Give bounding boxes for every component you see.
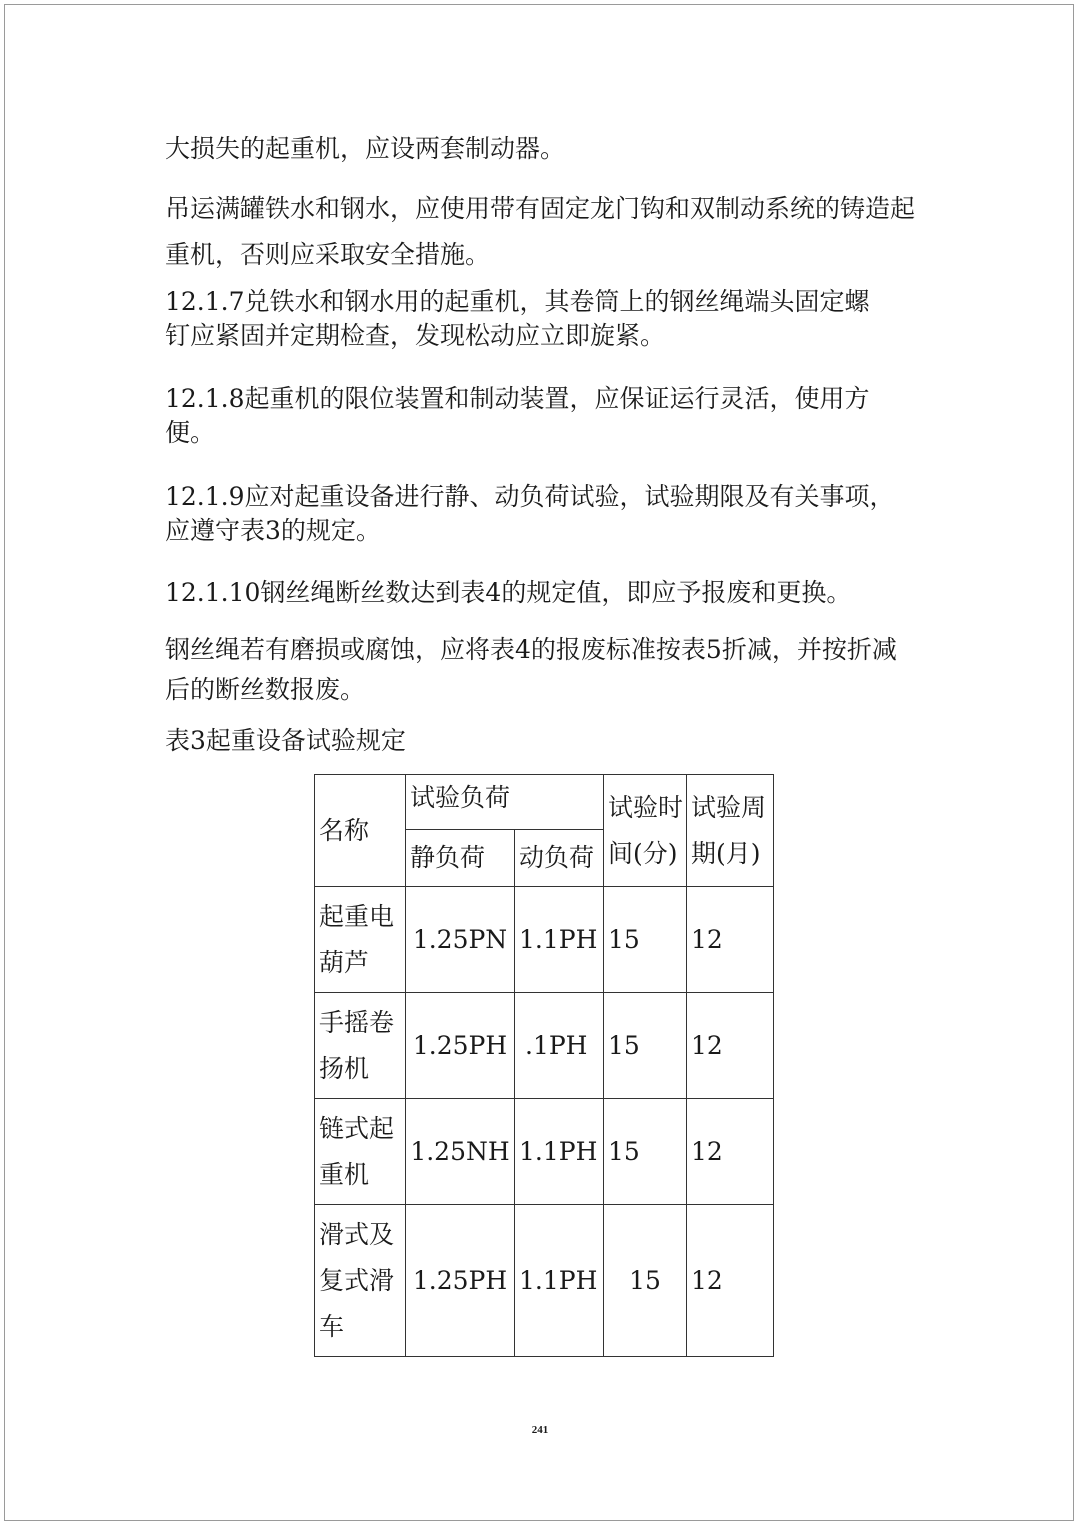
header-dynamic-load [515,830,604,887]
row-name-line: 扬机 [319,1053,370,1083]
table-row [315,1205,774,1357]
paragraph-wire-rope-wear [165,630,925,710]
row-static-load: 1.25NH [406,1099,515,1205]
row-test-period: 12 [687,993,774,1099]
row-test-time: 15 [604,1099,687,1205]
row-name-line: 车 [319,1311,345,1341]
table-row [315,887,774,993]
text-line: 12.1.9应对起重设备进行静、动负荷试验，试验期限及有关事项， [165,482,895,511]
row-name-line: 滑式及 [319,1219,395,1249]
row-test-time: 15 [604,887,687,993]
paragraph-12-1-10 [165,576,925,610]
row-name-line: 链式起 [319,1113,395,1143]
header-test-time-line: 间(分) [608,838,678,868]
paragraph-12-1-7 [165,285,925,353]
text-line: 吊运满罐铁水和钢水，应使用带有固定龙门钩和双制动系统的铸造起 [165,194,916,223]
page-number: 241 [531,1424,549,1436]
row-static-load: 1.25PN [406,887,515,993]
row-name-line: 复式滑 [319,1265,395,1295]
text-line: 应遵守表3的规定。 [165,516,381,545]
row-name [315,1099,406,1205]
row-dynamic-load: .1PH [515,993,604,1099]
text-line: 12.1.10钢丝绳断丝数达到表4的规定值，即应予报废和更换。 [165,578,852,607]
row-static-load: 1.25PH [406,993,515,1099]
header-test-period-line: 期(月) [691,838,761,868]
row-dynamic-load: 1.1PH [515,887,604,993]
table-row [315,993,774,1099]
row-dynamic-load: 1.1PH [515,1099,604,1205]
header-test-load-text: 试验负荷 [410,783,511,812]
row-name [315,1205,406,1357]
header-test-period-line: 试验周 [691,792,767,822]
text-line: 大损失的起重机，应设两套制动器。 [165,134,566,163]
row-name-line: 重机 [319,1159,370,1189]
row-dynamic-load: 1.1PH [515,1205,604,1357]
row-static-load: 1.25PH [406,1205,515,1357]
header-static-load [406,830,515,887]
text-line: 后的断丝数报废。 [165,675,366,704]
paragraph-12-1-8 [165,382,925,450]
table-caption: 表3起重设备试验规定 [165,726,406,755]
text-line: 钉应紧固并定期检查，发现松动应立即旋紧。 [165,321,666,350]
row-test-period: 12 [687,1099,774,1205]
text-line: 12.1.7兑铁水和钢水用的起重机，其卷筒上的钢丝绳端头固定螺 [165,287,870,316]
text-line: 重机，否则应采取安全措施。 [165,240,491,269]
row-name-line: 手摇卷 [319,1007,395,1037]
crane-test-table [314,774,774,1357]
paragraph-braking [165,132,925,166]
row-name [315,887,406,993]
paragraph-molten-metal [165,186,925,278]
header-static-load-text: 静负荷 [410,843,486,872]
row-test-time: 15 [604,1205,687,1357]
row-name-line: 起重电 [319,901,395,931]
row-name-line: 葫芦 [319,947,370,977]
header-test-load [406,775,604,830]
row-test-period: 12 [687,1205,774,1357]
header-name-text: 名称 [319,815,370,845]
header-test-time [604,775,687,887]
table-row [315,1099,774,1205]
text-line: 钢丝绳若有磨损或腐蚀，应将表4的报废标准按表5折减，并按折减 [165,635,897,664]
row-test-time: 15 [604,993,687,1099]
row-test-period: 12 [687,887,774,993]
header-dynamic-load-text: 动负荷 [519,843,595,872]
header-test-time-line: 试验时 [608,792,684,822]
text-line: 12.1.8起重机的限位装置和制动装置，应保证运行灵活，使用方 [165,384,870,413]
header-test-period [687,775,774,887]
text-line: 便。 [165,418,216,447]
paragraph-12-1-9 [165,480,925,548]
header-name [315,775,406,887]
row-name [315,993,406,1099]
